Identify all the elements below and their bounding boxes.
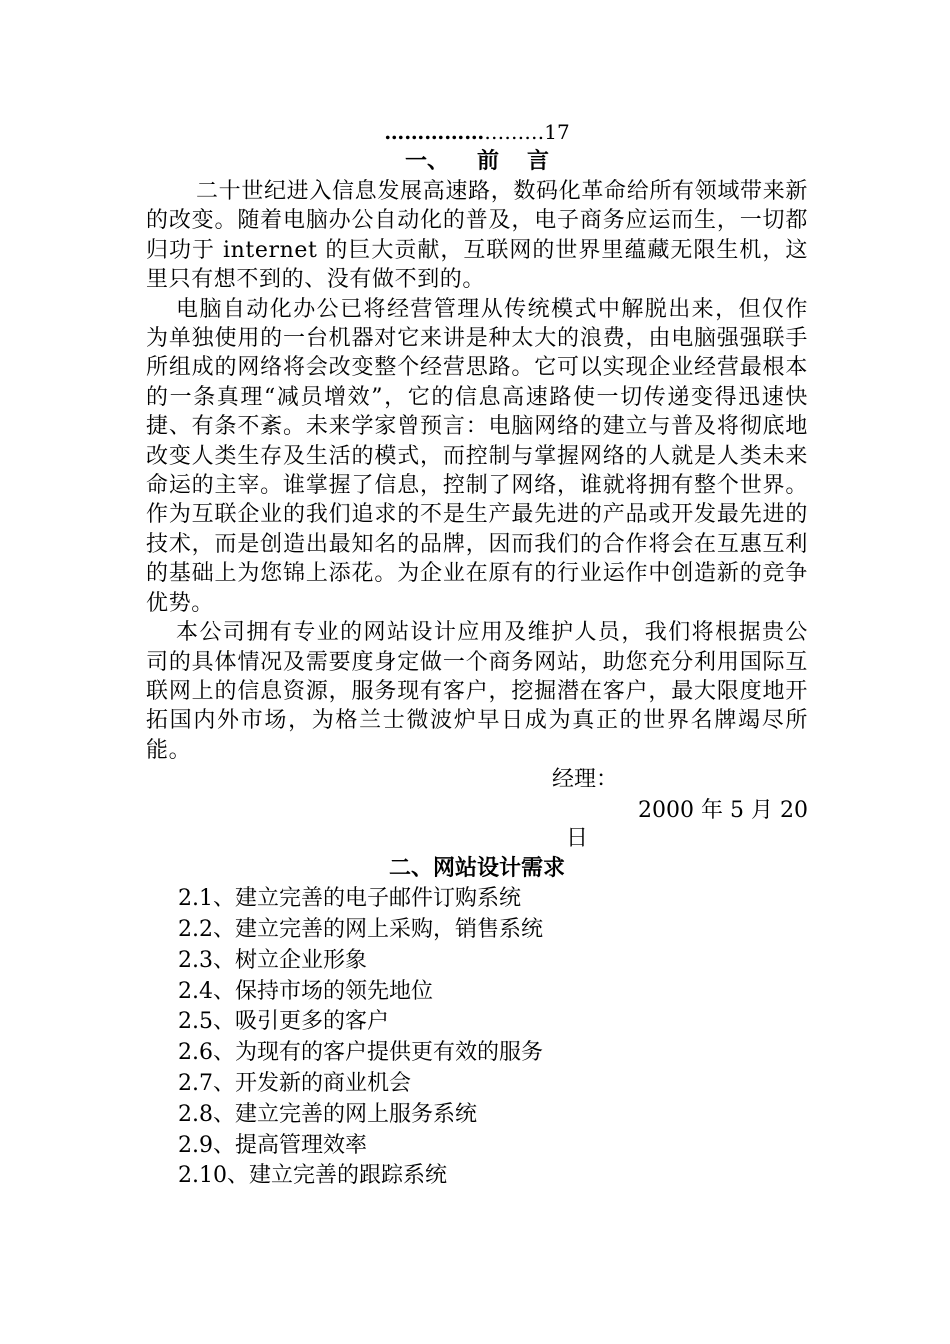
toc-leader: ……… xyxy=(484,120,545,144)
section1-number: 一、 xyxy=(404,148,449,174)
list-item: 2.6、为现有的客户提供更有效的服务 xyxy=(178,1040,543,1066)
requirements-list xyxy=(146,884,808,1192)
section1-heading xyxy=(146,147,808,177)
preface-paragraph-2: 电脑自动化办公已将经营管理从传统模式中解脱出来，但仅作为单独使用的一台机器对它来讲是种太大的浪费，由电脑强强联手所组成的网络将会改变整个经营思路。它可以实现企业经营最根本的一条真理“减员增效”，它的信息高速路使一切传递变得迅速快捷、有条不紊。未来学家曾预言：电脑网络的建立与普及将彻底地改变人类生存及生活的模式，而控制与掌握网络的人就是人类未来命运的主宰。谁掌握了信息，控制了网络，谁就将拥有整个世界。 作为互联企业的我们追求的不是生产最先进的产品或开发最先进的技术，而是创造出最知名的品牌，因而我们的合作将会在互惠互利的基础上为您锦上添花。为企业在原有的行业运作中创造新的竞争优势。 xyxy=(146,296,808,616)
list-item: 2.4、保持市场的领先地位 xyxy=(178,978,433,1004)
toc-leader-bold: …………… xyxy=(384,120,485,144)
preface-paragraph-3: 本公司拥有专业的网站设计应用及维护人员，我们将根据贵公司的具体情况及需要度身定做一个商务网站，助您充分利用国际互联网上的信息资源，服务现有客户，挖掘潜在客户，最大限度地开拓国内外市场，为格兰士微波炉早日成为真正的世界名牌竭尽所能。 xyxy=(146,620,808,763)
list-item: 2.8、建立完善的网上服务系统 xyxy=(178,1101,477,1127)
list-item: 2.10、建立完善的跟踪系统 xyxy=(178,1163,447,1189)
list-item: 2.9、提高管理效率 xyxy=(178,1132,367,1158)
preface-paragraph-1: 二十世纪进入信息发展高速路，数码化革命给所有领域带来新的改变。随着电脑办公自动化的普及，电子商务应运而生，一切都归功于 internet 的巨大贡献，互联网的世界里蕴藏无限生机，这里只有想不到的、没有做不到的。 xyxy=(146,179,808,293)
section2-title: 网站设计需求 xyxy=(433,855,566,882)
list-item: 2.2、建立完善的网上采购，销售系统 xyxy=(178,916,543,942)
toc-entry xyxy=(146,117,808,147)
section2-heading xyxy=(146,854,808,884)
section2-number: 二、 xyxy=(388,855,433,882)
section1-title-char1: 前 xyxy=(476,148,499,174)
list-item: 2.1、建立完善的电子邮件订购系统 xyxy=(178,886,521,912)
document-page xyxy=(146,117,808,1192)
date-day-char: 日 xyxy=(565,826,588,852)
section1-title-char2: 言 xyxy=(527,148,550,174)
date-line: 2000 年 5 月 20 xyxy=(638,798,808,824)
toc-page-number: 17 xyxy=(544,120,570,144)
list-item: 2.3、树立企业形象 xyxy=(178,947,367,973)
signature-line: 经理： xyxy=(551,767,618,793)
list-item: 2.5、吸引更多的客户 xyxy=(178,1009,389,1035)
list-item: 2.7、开发新的商业机会 xyxy=(178,1070,411,1096)
